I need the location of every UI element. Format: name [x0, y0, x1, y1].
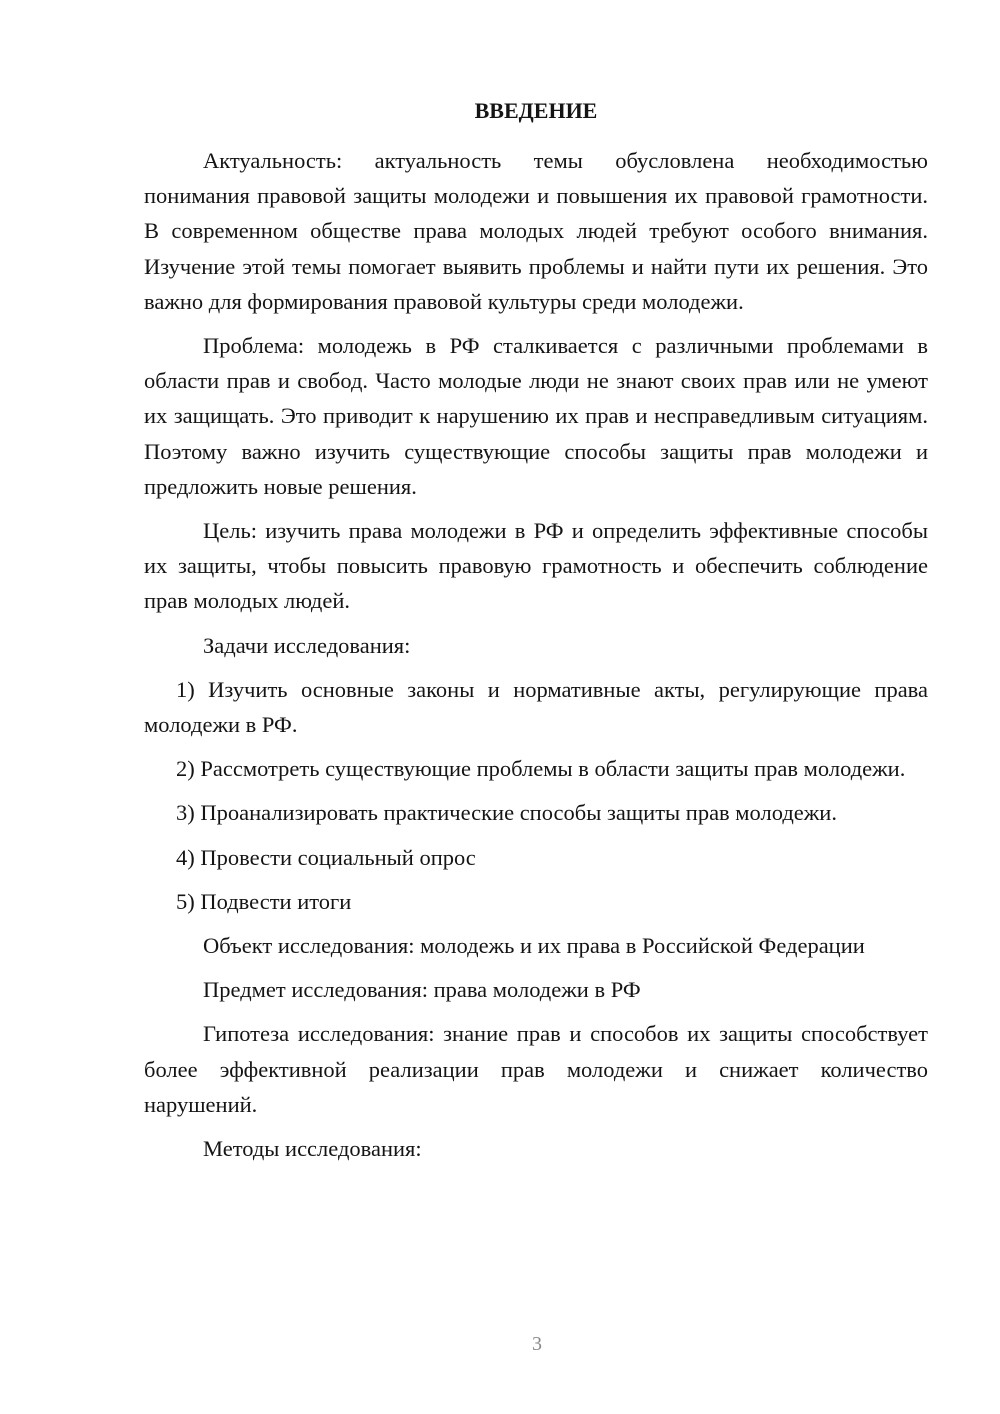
- task-item-2: 2) Рассмотреть существующие проблемы в области защиты прав молодежи.: [176, 756, 906, 782]
- page-number: 3: [532, 1333, 542, 1355]
- relevance-paragraph: Актуальность: актуальность темы обусловлена необходимостью понимания правовой защиты молодежи и повышения их правовой грамотности. В современном обществе права молодых людей требуют особого внимания. Изучение этой темы помогает выявить проблемы и найти пути их решения. Это важно для формирования правовой культуры среди молодежи.: [144, 148, 928, 314]
- research-object-paragraph: Объект исследования: молодежь и их права в Российской Федерации: [203, 933, 865, 959]
- document-body: [144, 98, 928, 1175]
- task-item-5: 5) Подвести итоги: [176, 888, 352, 914]
- problem-paragraph: Проблема: молодежь в РФ сталкивается с различными проблемами в области прав и свобод. Часто молодые люди не знают своих прав или не умеют их защищать. Это приводит к нарушению их прав и несправедливым ситуациям. Поэтому важно изучить существующие способы защиты прав молодежи и предложить новые решения.: [144, 333, 928, 499]
- section-heading: ВВЕДЕНИЕ: [474, 98, 598, 123]
- task-item-3: 3) Проанализировать практические способы защиты прав молодежи.: [176, 800, 837, 826]
- research-subject-paragraph: Предмет исследования: права молодежи в РФ: [203, 977, 641, 1003]
- research-hypothesis-paragraph: Гипотеза исследования: знание прав и способов их защиты способствует более эффективной реализации прав молодежи и снижает количество нарушений.: [144, 1021, 928, 1117]
- task-item-4: 4) Провести социальный опрос: [176, 844, 476, 870]
- task-item-1: 1) Изучить основные законы и нормативные акты, регулирующие права молодежи в РФ.: [144, 676, 928, 738]
- tasks-title: Задачи исследования:: [203, 632, 411, 658]
- research-methods-title: Методы исследования:: [203, 1136, 422, 1162]
- goal-paragraph: Цель: изучить права молодежи в РФ и определить эффективные способы их защиты, чтобы повысить правовую грамотность и обеспечить соблюдение прав молодых людей.: [144, 518, 928, 614]
